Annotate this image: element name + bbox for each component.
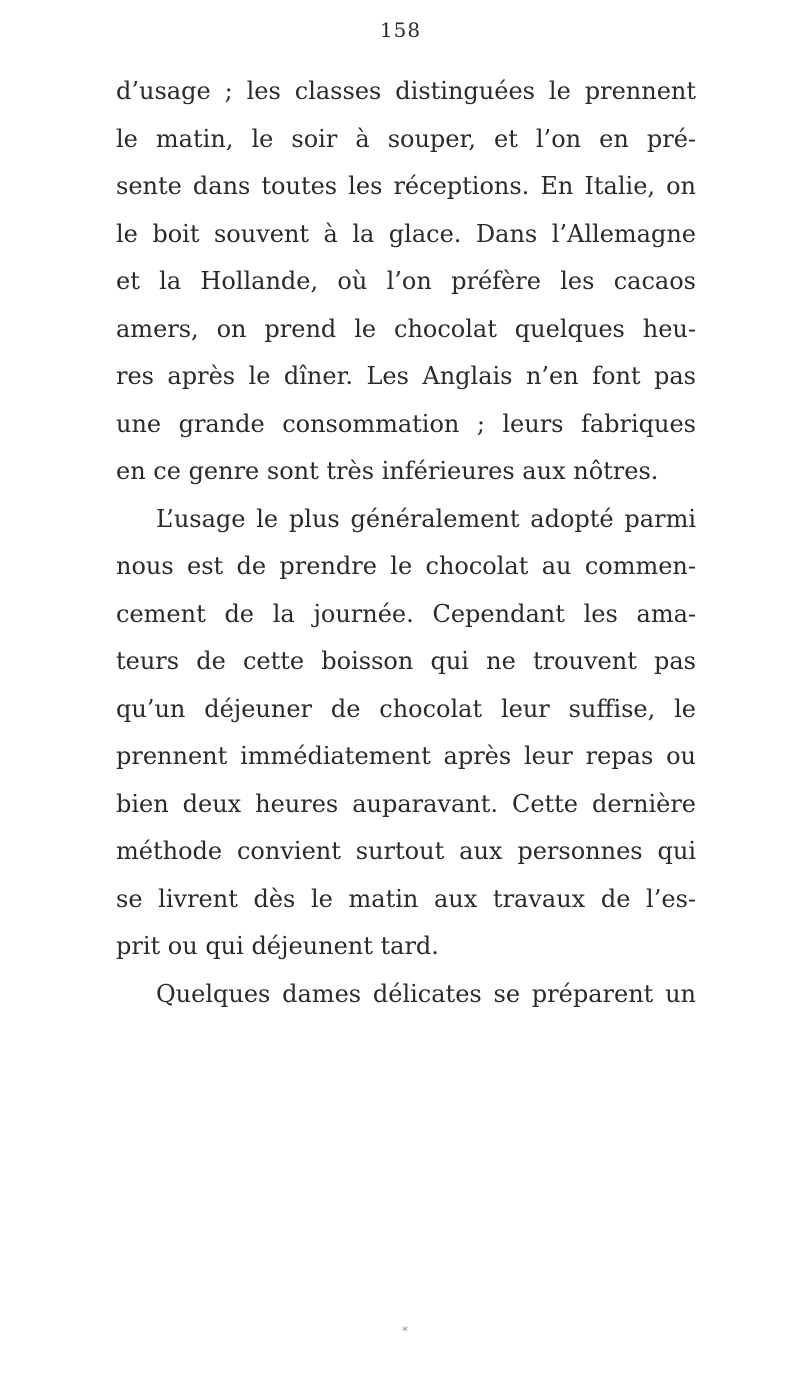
text-line: en ce genre sont très inférieures aux nôtres. [116,457,659,485]
text-line: qu’un déjeuner de chocolat leur suffise, le [116,694,696,723]
text-line: méthode convient surtout aux personnes qui [116,837,696,865]
text-line: sente dans toutes les réceptions. En Italie, on [116,172,696,200]
text-line: une grande consommation ; leurs fabriques [116,409,696,438]
text-line: L’usage le plus généralement adopté parmi [156,504,696,533]
text-line: prit ou qui déjeunent tard. [116,932,439,960]
text-line: nous est de prendre le chocolat au commen- [116,552,696,580]
text-line: amers, on prend le chocolat quelques heu- [116,314,696,343]
text-line: le matin, le soir à souper, et l’on en pré- [116,124,696,153]
text-line: prennent immédiatement après leur repas ou [116,742,696,770]
text-line: et la Hollande, où l’on préfère les cacaos [116,267,696,295]
text-line: res après le dîner. Les Anglais n’en font pas [116,362,696,390]
page-number: 158 [379,18,422,42]
text-line: Quelques dames délicates se préparent un [156,979,696,1008]
footer-mark: * [402,1324,408,1338]
text-line: se livrent dès le matin aux travaux de l’es- [116,884,696,913]
text-line: teurs de cette boisson qui ne trouvent pas [116,647,696,675]
text-line: le boit souvent à la glace. Dans l’Allemagne [116,219,696,248]
text-line: d’usage ; les classes distinguées le prennent [116,77,696,105]
text-line: bien deux heures auparavant. Cette dernière [116,789,696,818]
text-line: cement de la journée. Cependant les ama- [116,599,696,628]
body-text [116,68,696,1018]
